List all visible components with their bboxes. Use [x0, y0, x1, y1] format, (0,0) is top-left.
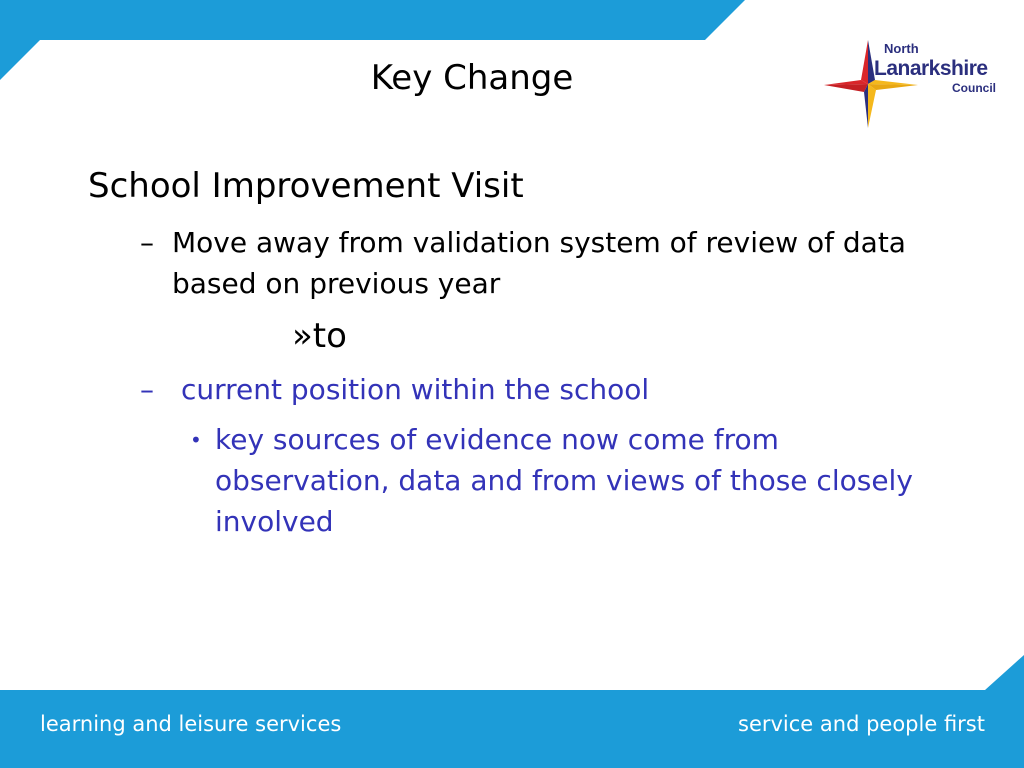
dash-bullet-2: – — [140, 373, 154, 406]
separator-to: »to — [292, 316, 347, 356]
slide-title: Key Change — [370, 58, 574, 98]
footer-left-text: learning and leisure services — [40, 712, 342, 736]
point-text-1: Move away from validation system of review of data based on previous year — [172, 226, 906, 300]
section-heading: School Improvement Visit — [88, 166, 524, 206]
footer-right-text: service and people first — [738, 712, 985, 736]
logo-text-north: North — [884, 41, 919, 56]
sub-point-text: key sources of evidence now come from observation, data and from views of those closely involved — [215, 423, 913, 538]
logo-text-lanarkshire: Lanarkshire — [874, 57, 988, 80]
sub-bullet: • — [190, 428, 202, 452]
logo-text-council: Council — [952, 81, 996, 95]
dash-bullet: – — [140, 226, 154, 259]
point-text-2: current position within the school — [181, 373, 650, 406]
